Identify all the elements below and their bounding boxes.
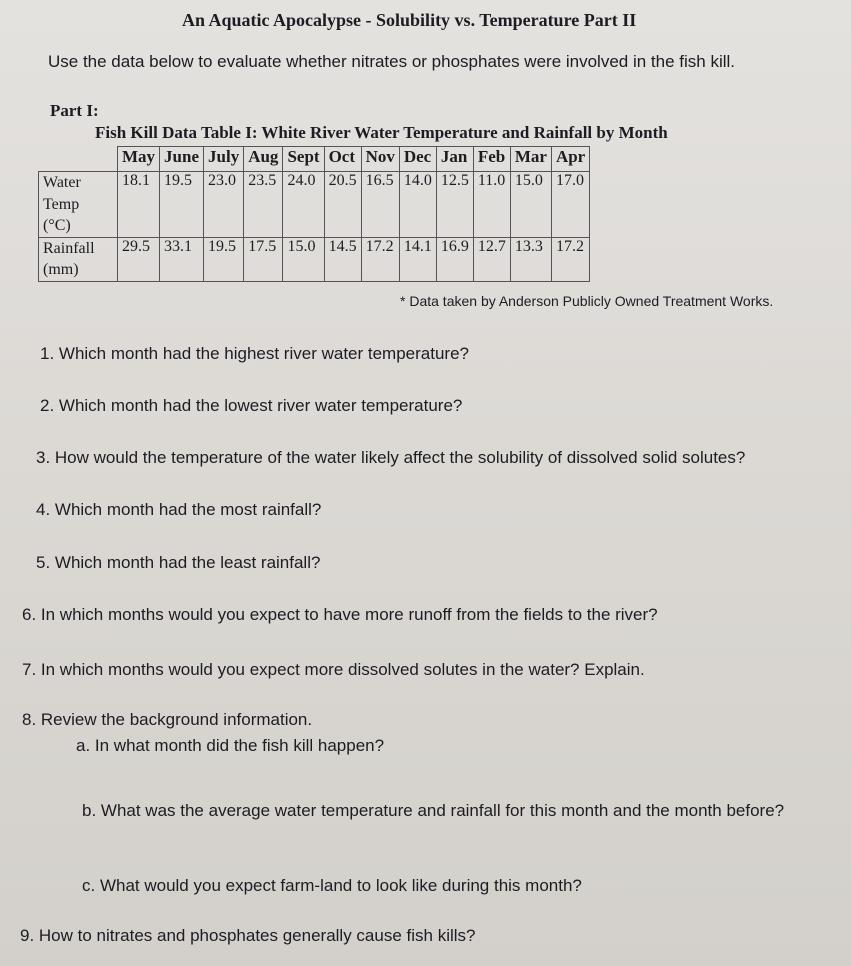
rainfall-cell: 14.1 <box>399 237 436 281</box>
table-corner-cell <box>39 147 118 172</box>
row-label-rainfall <box>39 237 118 281</box>
data-table <box>38 146 590 282</box>
question-9: 9. How to nitrates and phosphates generally cause fish kills? <box>20 926 476 945</box>
water-temp-row <box>39 172 590 238</box>
rainfall-cell: 33.1 <box>160 237 204 281</box>
question-8b: b. What was the average water temperature and rainfall for this month and the month before? <box>82 801 785 820</box>
data-source-note: * Data taken by Anderson Publicly Owned Treatment Works. <box>400 293 774 309</box>
rainfall-cell: 13.3 <box>510 237 551 281</box>
question-6: 6. In which months would you expect to have more runoff from the fields to the river? <box>22 605 658 624</box>
temp-cell: 18.1 <box>118 172 160 238</box>
rainfall-cell: 15.0 <box>283 237 324 281</box>
question-8c: c. What would you expect farm-land to look like during this month? <box>82 876 582 895</box>
rainfall-cell: 17.2 <box>361 237 399 281</box>
question-7: 7. In which months would you expect more dissolved solutes in the water? Explain. <box>22 660 645 679</box>
month-header: Jan <box>436 147 473 172</box>
rainfall-cell: 16.9 <box>436 237 473 281</box>
month-header: Oct <box>324 147 361 172</box>
temp-cell: 23.0 <box>204 172 244 238</box>
table-header-row <box>39 147 590 172</box>
month-header: Apr <box>551 147 589 172</box>
month-header: July <box>204 147 244 172</box>
temp-cell: 12.5 <box>436 172 473 238</box>
question-8: 8. Review the background information. <box>22 710 313 729</box>
row-label-line: Water <box>43 174 81 191</box>
row-label-line: Temp <box>43 195 80 213</box>
rainfall-cell: 17.5 <box>244 237 283 281</box>
row-label-line: (°C) <box>43 217 71 235</box>
temp-cell: 17.0 <box>551 172 589 238</box>
month-header: Feb <box>473 147 510 172</box>
question-2: 2. Which month had the lowest river water temperature? <box>40 396 463 415</box>
temp-cell: 15.0 <box>510 172 551 238</box>
rainfall-row <box>39 237 590 281</box>
question-3: 3. How would the temperature of the water likely affect the solubility of dissolved solid solutes? <box>36 448 746 467</box>
rainfall-cell: 12.7 <box>473 237 510 281</box>
month-header: Mar <box>510 147 551 172</box>
worksheet-title: An Aquatic Apocalypse - Solubility vs. Temperature Part II <box>182 10 637 30</box>
row-label-water-temp <box>39 172 118 238</box>
month-header: May <box>118 147 160 172</box>
temp-cell: 16.5 <box>361 172 399 238</box>
table-caption: Fish Kill Data Table I: White River Water Temperature and Rainfall by Month <box>95 123 668 142</box>
question-8a: a. In what month did the fish kill happen? <box>76 736 385 755</box>
rainfall-cell: 14.5 <box>324 237 361 281</box>
temp-cell: 19.5 <box>160 172 204 238</box>
month-header: Sept <box>283 147 324 172</box>
rainfall-cell: 29.5 <box>118 237 160 281</box>
temp-cell: 14.0 <box>399 172 436 238</box>
row-label-line: Rainfall <box>43 239 95 257</box>
question-5: 5. Which month had the least rainfall? <box>36 553 321 572</box>
temp-cell: 20.5 <box>324 172 361 238</box>
question-4: 4. Which month had the most rainfall? <box>36 500 322 519</box>
month-header: Dec <box>399 147 436 172</box>
temp-cell: 24.0 <box>283 172 324 238</box>
temp-cell: 11.0 <box>473 172 510 238</box>
question-1: 1. Which month had the highest river water temperature? <box>40 344 469 363</box>
month-header: Nov <box>361 147 399 172</box>
month-header: June <box>160 147 204 172</box>
row-label-line: (mm) <box>43 261 79 279</box>
instruction-text: Use the data below to evaluate whether nitrates or phosphates were involved in the fish kill. <box>48 52 736 71</box>
temp-cell: 23.5 <box>244 172 283 238</box>
month-header: Aug <box>244 147 283 172</box>
rainfall-cell: 17.2 <box>551 237 589 281</box>
part-label: Part I: <box>50 101 99 120</box>
rainfall-cell: 19.5 <box>204 237 244 281</box>
